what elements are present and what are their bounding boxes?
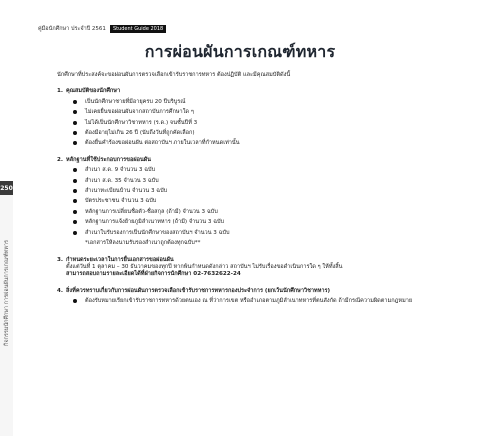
bullet-icon xyxy=(73,199,77,203)
vertical-section-label: กิจกรรมนักศึกษา การผ่อนผันการเกณฑ์ทหาร xyxy=(4,240,10,346)
page-title: การผ่อนผันการเกณฑ์ทหาร xyxy=(144,42,336,61)
bullet-icon xyxy=(73,110,77,114)
certification-note: *เอกสารให้ลงนามรับรองสำเนาถูกต้องทุกฉบับ** xyxy=(85,240,201,247)
section-documents xyxy=(57,157,462,248)
bullet-icon xyxy=(73,100,77,104)
section-title: สิ่งที่ควรทราบเกี่ยวกับการผ่อนผันการตรวจเลือกเข้ารับราชการทหารกองประจำการ (ยกเว้นนักศึกษาวิชาทหาร) xyxy=(66,287,331,294)
list-item: หลักฐานการเปลี่ยนชื่อตัว-ชื่อสกุล (ถ้ามี) จำนวน 3 ฉบับ xyxy=(73,209,462,216)
page-header xyxy=(38,25,166,33)
section-number: 3. xyxy=(57,256,64,263)
section-number: 2. xyxy=(57,156,64,163)
bullet-icon xyxy=(73,168,77,172)
document-body xyxy=(57,72,462,309)
list-item: บัตรประชาชน จำนวน 3 ฉบับ xyxy=(73,198,462,205)
list-item: ต้องยื่นคำร้องขอผ่อนผัน ต่อสถาบันฯ ภายในเวลาที่กำหนดเท่านั้น xyxy=(73,140,462,147)
bullet-icon xyxy=(73,179,77,183)
bullet-icon xyxy=(73,231,77,235)
student-guide-badge: Student Guide 2018 xyxy=(110,25,166,33)
page-number-tab: 250 xyxy=(0,181,13,195)
list-item: หลักฐานการแจ้งย้ายภูมิลำเนาทหาร (ถ้ามี) จำนวน 3 ฉบับ xyxy=(73,219,462,226)
qualification-list xyxy=(66,99,462,148)
section-notice xyxy=(57,288,462,306)
bullet-icon xyxy=(73,141,77,145)
section-deadline xyxy=(57,257,462,279)
section-title: กำหนดระยะเวลาในการยื่นเอกสารขอผ่อนผัน xyxy=(66,256,174,263)
list-item: ต้องมีอายุไม่เกิน 26 ปี (นับถึงวันที่ถูกคัดเลือก) xyxy=(73,130,462,137)
bullet-icon xyxy=(73,189,77,193)
deadline-text: ตั้งแต่วันที่ 1 ตุลาคม – 30 ธันวาคมของทุกปี หากพ้นกำหนดดังกล่าว สถาบันฯ ไม่รับเรื่องขอดำเนินการใด ๆ ให้ทั้งสิ้น xyxy=(66,263,343,270)
section-qualifications xyxy=(57,88,462,147)
list-item: ไม่ได้เป็นนักศึกษาวิชาทหาร (ร.ด.) จนชั้นปีที่ 3 xyxy=(73,120,462,127)
list-item: สำเนา ส.ด. 35 จำนวน 3 ฉบับ xyxy=(73,178,462,185)
notice-list xyxy=(66,298,462,305)
bullet-icon xyxy=(73,299,77,303)
section-number: 1. xyxy=(57,88,64,95)
bullet-icon xyxy=(73,210,77,214)
bullet-icon xyxy=(73,220,77,224)
bullet-icon xyxy=(73,131,77,135)
section-title: คุณสมบัติของนักศึกษา xyxy=(66,88,121,95)
bullet-icon xyxy=(73,121,77,125)
list-item: ไม่เคยยื่นขอผ่อนผันจากสถาบันการศึกษาใด ๆ xyxy=(73,109,462,116)
manual-title: คู่มือนักศึกษา ประจำปี 2561 xyxy=(38,26,106,32)
list-item: เป็นนักศึกษาชายที่มีอายุครบ 20 ปีบริบูรณ์ xyxy=(73,99,462,106)
document-list xyxy=(66,167,462,237)
section-title: หลักฐานที่ใช้ประกอบการขอผ่อนผัน xyxy=(66,156,151,163)
section-number: 4. xyxy=(57,287,64,294)
list-item: ต้องรับหมายเรียกเข้ารับราชการทหารด้วยตนเอง ณ ที่ว่าการเขต หรืออำเภอตามภูมิลำเนาทหารที่ตนสังกัด ถ้ามีกรณีความผิดตามกฎหมาย xyxy=(73,298,462,305)
list-item: สำเนา ส.ด. 9 จำนวน 3 ฉบับ xyxy=(73,167,462,174)
contact-info: สามารถสอบถามรายละเอียดได้ที่ฝ่ายกิจการนักศึกษา 02-7632622-24 xyxy=(66,271,241,278)
intro-paragraph: นักศึกษาที่ประสงค์จะขอผ่อนผันการตรวจเลือกเข้ารับราชการทหาร ต้องปฏิบัติ และมีคุณสมบัติดังนี้ xyxy=(57,72,291,78)
list-item: สำเนาทะเบียนบ้าน จำนวน 3 ฉบับ xyxy=(73,188,462,195)
list-item: สำเนาใบรับรองการเป็นนักศึกษาของสถาบันฯ จำนวน 3 ฉบับ xyxy=(73,230,462,237)
